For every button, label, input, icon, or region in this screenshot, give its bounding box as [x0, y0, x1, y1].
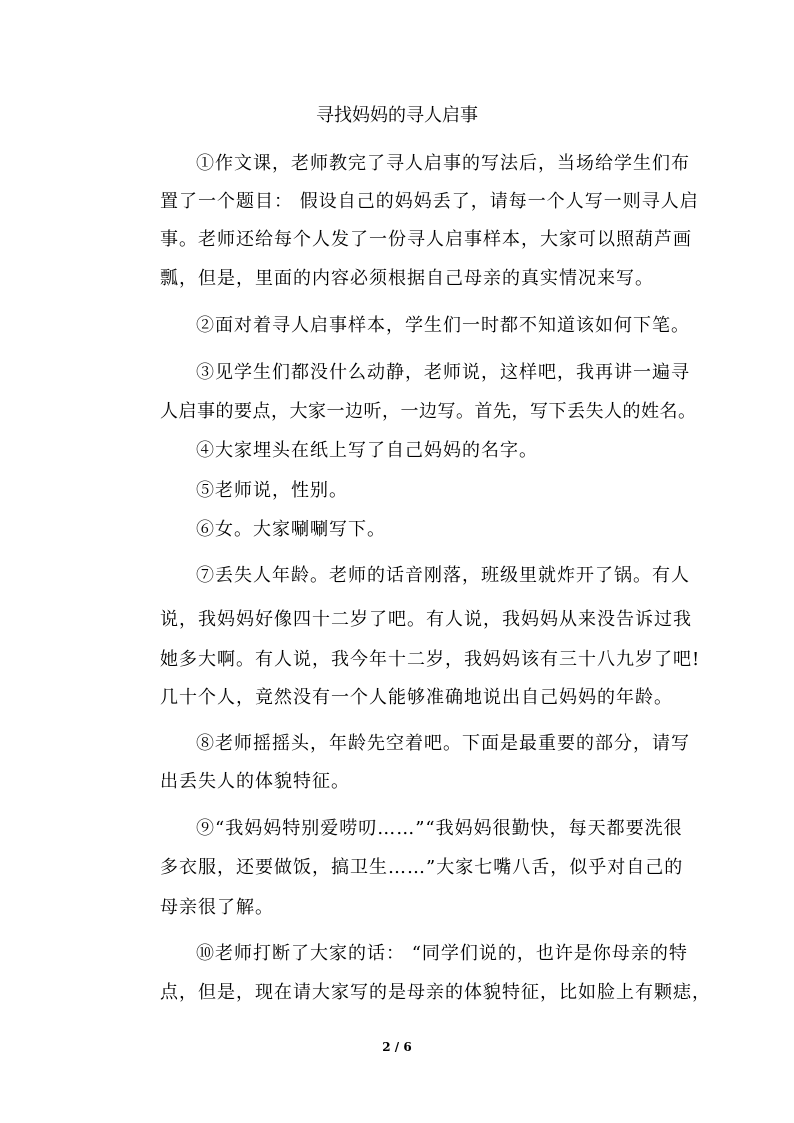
paragraph-line: 出丢失人的体貌特征。 [160, 771, 350, 792]
paragraph-line: ②面对着寻人启事样本，学生们一时都不知道该如何下笔。 [196, 315, 690, 336]
paragraph-line: ⑨“我妈妈特别爱唠叨……”“我妈妈很勤快，每天都要洗很 [196, 818, 683, 839]
paragraph-line: 说，我妈妈好像四十二岁了吧。有人说，我妈妈从来没告诉过我 [160, 609, 692, 630]
paragraph-line: 几十个人，竟然没有一个人能够准确地说出自己妈妈的年龄。 [160, 687, 673, 708]
paragraph-line: ⑩老师打断了大家的话： “同学们说的，也许是你母亲的特 [196, 943, 688, 964]
paragraph-line: 母亲很了解。 [160, 897, 274, 918]
paragraph-line: ⑦丢失人年龄。老师的话音刚落，班级里就炸开了锅。有人 [196, 565, 690, 586]
paragraph-line: ⑧老师摇摇头，年龄先空着吧。下面是最重要的部分，请写 [196, 733, 690, 754]
paragraph-line: ⑥女。大家唰唰写下。 [196, 519, 386, 540]
paragraph-line: ③见学生们都没什么动静，老师说，这样吧，我再讲一遍寻 [196, 362, 690, 383]
page-number: 2 / 6 [382, 1040, 412, 1054]
paragraph-line: 事。老师还给每个人发了一份寻人启事样本，大家可以照葫芦画 [160, 229, 692, 250]
paragraph-line: ⑤老师说，性别。 [196, 480, 348, 501]
paragraph-line: ④大家埋头在纸上写了自己妈妈的名字。 [196, 440, 538, 461]
paragraph-line: 置了一个题目： 假设自己的妈妈丢了，请每一个人写一则寻人启 [160, 191, 699, 212]
paragraph-line: 她多大啊。有人说，我今年十二岁，我妈妈该有三十八九岁了吧! [160, 649, 701, 670]
paragraph-line: 人启事的要点，大家一边听，一边写。首先，写下丢失人的姓名。 [160, 401, 697, 422]
paragraph-line: 瓢，但是，里面的内容必须根据自己母亲的真实情况来写。 [160, 268, 654, 289]
document-title: 寻找妈妈的寻人启事 [316, 105, 478, 126]
paragraph-line: 点，但是，现在请大家写的是母亲的体貌特征，比如脸上有颗痣， [160, 982, 711, 1003]
paragraph-line: ①作文课，老师教完了寻人启事的写法后，当场给学生们布 [196, 153, 690, 174]
paragraph-line: 多衣服，还要做饭，搞卫生……”大家七嘴八舌，似乎对自己的 [160, 857, 684, 878]
